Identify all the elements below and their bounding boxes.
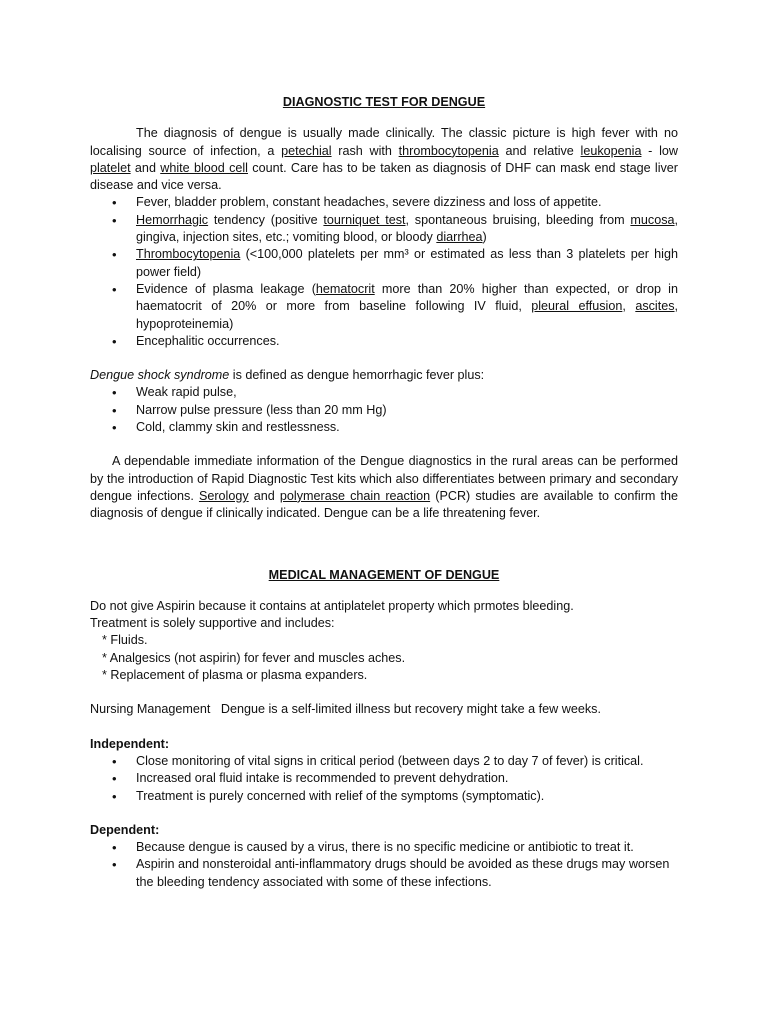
list-item	[90, 194, 678, 211]
bullet-icon: •	[112, 385, 117, 401]
text: count. Care has to be taken as diagnosis of DHF can mask end stage liver disease and vice versa.	[90, 160, 678, 193]
text: Narrow pulse pressure (less than 20 mm Hg)	[136, 402, 387, 417]
list-item	[90, 281, 678, 333]
bullet-icon: •	[112, 788, 117, 804]
text: and relative	[498, 143, 581, 158]
treatment-list	[90, 632, 678, 684]
list-item	[90, 419, 678, 436]
list-item	[90, 788, 678, 805]
link-mucosa[interactable]: mucosa	[630, 212, 675, 227]
text: )	[482, 230, 487, 245]
link-ascites[interactable]: ascites	[635, 299, 675, 314]
text: and	[130, 160, 161, 175]
link-diarrhea[interactable]: diarrhea	[436, 230, 483, 245]
list-item	[90, 856, 678, 891]
text: Encephalitic occurrences.	[136, 333, 280, 348]
rdt-paragraph	[90, 453, 678, 522]
dependent-list	[90, 839, 678, 891]
text: (<100,000 platelets per mm³ or estimated as less than 3 platelets per high power field)	[136, 247, 678, 279]
list-item	[90, 384, 678, 401]
bullet-icon: •	[112, 857, 117, 873]
text: , spontaneous bruising, bleeding from	[405, 212, 631, 227]
link-platelet[interactable]: platelet	[90, 160, 131, 175]
text: , hypoproteinemia)	[136, 299, 679, 331]
text: rash with	[331, 143, 399, 158]
text: Weak rapid pulse,	[136, 385, 237, 400]
text: - low	[641, 143, 678, 158]
bullet-icon: •	[112, 195, 117, 211]
nursing-management: Nursing Management Dengue is a self-limited illness but recovery might take a few weeks.	[90, 702, 601, 717]
text: (PCR) studies are available to confirm the diagnosis of dengue if clinically indicated. Dengue can be a life threatening fever.	[90, 488, 678, 521]
text: Cold, clammy skin and restlessness.	[136, 420, 340, 435]
list-item	[90, 212, 678, 247]
link-petechial[interactable]: petechial	[281, 143, 332, 158]
list-item	[90, 333, 678, 350]
symptom-list	[90, 194, 678, 350]
text: Fever, bladder problem, constant headaches, severe dizziness and loss of appetite.	[136, 195, 602, 210]
list-item	[90, 839, 678, 856]
section-title-diagnostic: DIAGNOSTIC TEST FOR DENGUE	[282, 95, 486, 109]
aspirin-warning: Do not give Aspirin because it contains at antiplatelet property which prmotes bleeding.	[90, 598, 574, 613]
link-thrombocytopenia-2[interactable]: Thrombocytopenia	[136, 247, 241, 262]
text: Because dengue is caused by a virus, there is no specific medicine or antibiotic to treat it.	[136, 840, 634, 855]
treatment-intro: Treatment is solely supportive and includes:	[90, 616, 335, 631]
list-item: * Fluids.	[102, 633, 148, 648]
independent-list	[90, 753, 678, 805]
link-leukopenia[interactable]: leukopenia	[580, 143, 642, 158]
bullet-icon: •	[112, 402, 117, 418]
link-pcr[interactable]: polymerase chain reaction	[279, 488, 431, 503]
list-item	[90, 246, 678, 281]
text: more than 20% higher than expected, or drop in haematocrit of 20% or more from baseline following IV fluid,	[136, 281, 678, 314]
shock-syndrome-definition	[90, 367, 678, 384]
independent-heading: Independent:	[90, 736, 170, 751]
list-item	[90, 402, 678, 419]
list-item	[90, 770, 678, 787]
text: A dependable immediate information of the Dengue diagnostics in the rural areas can be performed by the introduction of Rapid Diagnostic Test kits which also differentiates between primary and secondary dengue infections.	[90, 454, 678, 503]
text: Aspirin and nonsteroidal anti-inflammatory drugs should be avoided as these drugs may worsen the bleeding tendency associated with some of these infections.	[136, 857, 670, 889]
text: is defined as dengue hemorrhagic fever plus:	[229, 368, 485, 383]
text: tendency (positive	[208, 212, 324, 227]
link-pleural-effusion[interactable]: pleural effusion	[531, 299, 623, 314]
link-tourniquet-test[interactable]: tourniquet test	[323, 212, 406, 227]
bullet-icon: •	[112, 771, 117, 787]
link-hemorrhagic[interactable]: Hemorrhagic	[136, 212, 209, 227]
list-item	[90, 753, 678, 770]
shock-list	[90, 384, 678, 436]
section-title-management: MEDICAL MANAGEMENT OF DENGUE	[268, 567, 500, 582]
text: Evidence of plasma leakage (	[136, 281, 316, 296]
intro-paragraph	[90, 125, 678, 194]
text: ,	[622, 299, 636, 314]
text: , gingiva, injection sites, etc.; vomiting blood, or bloody	[136, 212, 679, 245]
bullet-icon: •	[112, 212, 117, 228]
link-thrombocytopenia[interactable]: thrombocytopenia	[398, 143, 499, 158]
bullet-icon: •	[112, 281, 117, 297]
list-item: * Replacement of plasma or plasma expanders.	[102, 668, 368, 683]
document-page	[90, 94, 678, 891]
text: Close monitoring of vital signs in critical period (between days 2 to day 7 of fever) is critical.	[136, 753, 644, 768]
bullet-icon: •	[112, 420, 117, 436]
dependent-heading: Dependent:	[90, 822, 160, 837]
bullet-icon: •	[112, 333, 117, 349]
text: and	[248, 488, 280, 503]
link-serology[interactable]: Serology	[198, 488, 249, 503]
bullet-icon: •	[112, 247, 117, 263]
text: Dengue shock syndrome	[90, 368, 230, 383]
text: Increased oral fluid intake is recommended to prevent dehydration.	[136, 771, 509, 786]
bullet-icon: •	[112, 840, 117, 856]
list-item: * Analgesics (not aspirin) for fever and muscles aches.	[102, 650, 406, 665]
link-white-blood-cell[interactable]: white blood cell	[160, 160, 248, 175]
link-hematocrit[interactable]: hematocrit	[315, 281, 375, 296]
bullet-icon: •	[112, 753, 117, 769]
text: Treatment is purely concerned with relief of the symptoms (symptomatic).	[136, 788, 545, 803]
text: The diagnosis of dengue is usually made clinically. The classic picture is high fever with no localising source of infection, a	[90, 126, 678, 158]
